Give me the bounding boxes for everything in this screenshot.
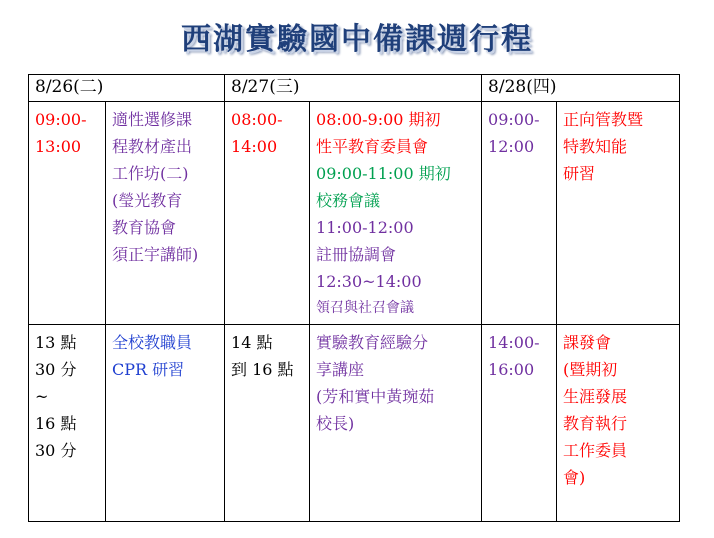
event-school-affairs-meeting-time: 09:00-11:00 期初	[316, 164, 451, 183]
event-convener-meeting: 領召與社召會議	[316, 300, 415, 316]
day3-morning-event: 正向管教暨 特教知能 研習	[557, 102, 680, 325]
day2-morning-time: 08:00- 14:00	[225, 102, 310, 325]
day3-afternoon-event: 課發會 (暨期初 生涯發展 教育執行 工作委員 會)	[557, 325, 680, 522]
morning-row	[29, 102, 680, 325]
day1-afternoon-event: 全校教職員 CPR 研習	[106, 325, 225, 522]
date-header-row	[29, 75, 680, 102]
day1-morning-time: 09:00- 13:00	[29, 102, 106, 325]
day3-afternoon-time: 14:00- 16:00	[482, 325, 557, 522]
day1-morning-event: 適性選修課 程教材產出 工作坊(二) (瑩光教育 教育協會 須正宇講師)	[106, 102, 225, 325]
schedule-table	[28, 74, 680, 522]
date-header-day2: 8/27(三)	[225, 75, 482, 102]
day2-afternoon-time: 14 點 到 16 點	[225, 325, 310, 522]
day2-morning-events	[310, 102, 482, 325]
afternoon-row	[29, 325, 680, 522]
event-registration-meeting-time: 11:00-12:00	[316, 218, 414, 237]
event-registration-meeting: 註冊協調會	[316, 245, 397, 264]
page-title: 西湖實驗國中備課週行程	[181, 22, 533, 57]
event-school-affairs-meeting: 校務會議	[316, 191, 381, 210]
day1-afternoon-time: 13 點 30 分 ~ 16 點 30 分	[29, 325, 106, 522]
event-gender-equity-committee: 性平教育委員會	[316, 137, 429, 156]
event-gender-equity-committee-time: 08:00-9:00 期初	[316, 110, 441, 129]
date-header-day1: 8/26(二)	[29, 75, 225, 102]
date-header-day3: 8/28(四)	[482, 75, 680, 102]
day3-morning-time: 09:00- 12:00	[482, 102, 557, 325]
event-convener-meeting-time: 12:30~14:00	[316, 272, 422, 291]
day2-afternoon-event: 實驗教育經驗分 享講座 (芳和實中黃琬茹 校長)	[310, 325, 482, 522]
